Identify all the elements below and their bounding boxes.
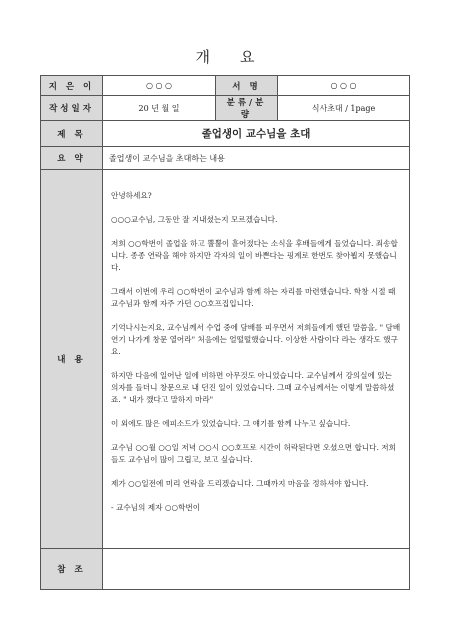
content-body [103, 170, 410, 549]
content-paragraph: 제가 ○○일전에 미리 연락을 드리겠습니다. 그때까지 마음을 정하셔야 합니다. [111, 479, 369, 488]
reference-label: 참 조 [41, 549, 103, 590]
category-value: 식사초대 / 1page [278, 96, 410, 121]
signature-label: 서 명 [216, 76, 278, 96]
category-label: 분류/분량 [216, 96, 278, 121]
author-label: 지 은 이 [41, 76, 103, 96]
summary-form [40, 75, 410, 590]
subject-label: 제 목 [41, 121, 103, 147]
subject-value: 졸업생이 교수님을 초대 [103, 121, 410, 147]
summary-label: 요 약 [41, 147, 103, 170]
content-paragraph: 기억나시는지요, 교수님께서 수업 중에 담배를 피우면서 저희들에게 했던 말씀을, " 담배 연기 나가게 창문 열어라" 처음에는 얼떨떨했습니다. 이상한 사람이다 라는 생각도 했구요. [111, 323, 401, 356]
content-paragraph: 이 외에도 많은 에피소드가 있었습니다. 그 얘기를 함께 나누고 싶습니다. [111, 419, 351, 428]
content-paragraph: 그래서 이번에 우리 ○○학번이 교수님과 함께 하는 자리를 마련했습니다. 학창 시절 때 교수님과 함께 자주 가던 ○○호프집입니다. [111, 287, 396, 308]
signature-value: ○ ○ ○ [278, 76, 410, 96]
date-value: 20 년 월 일 [103, 96, 216, 121]
content-paragraph: 교수님 ○○월 ○○일 저녁 ○○시 ○○호프로 시간이 허락된다면 오셨으면 합니다. 저희들도 교수님이 많이 그립고, 보고 싶습니다. [111, 443, 396, 464]
author-value: ○ ○ ○ [103, 76, 216, 96]
content-label: 내 용 [41, 170, 103, 549]
content-paragraph: 안녕하세요? [111, 191, 152, 200]
content-paragraph: 저희 ○○학번이 졸업을 하고 뿔뿔이 흩어졌다는 소식을 후배들에게 들었습니다. 죄송합니다. 종종 연락을 해야 하지만 각자의 일이 바쁜다는 핑계로 한번도 찾아뵙지 못했습니다. [111, 239, 398, 272]
content-paragraph: 하지만 다음에 일어난 일에 비하면 아무것도 아니었습니다. 교수님께서 강의실에 있는 의자를 들더니 창문으로 내 던진 일이 있었습니다. 그때 교수님께서는 이렇게 말씀하셨죠. " 내가 깼다고 말하지 마라" [111, 371, 395, 404]
content-paragraph: ○○○교수님, 그동안 잘 지내셨는지 모르겠습니다. [111, 215, 278, 224]
date-label: 작성일자 [41, 96, 103, 121]
content-signoff: - 교수님의 제자 ○○학번이 [111, 503, 201, 512]
summary-value: 졸업생이 교수님을 초대하는 내용 [103, 147, 410, 170]
reference-value [103, 549, 410, 590]
document-title: 개요 [195, 48, 285, 66]
